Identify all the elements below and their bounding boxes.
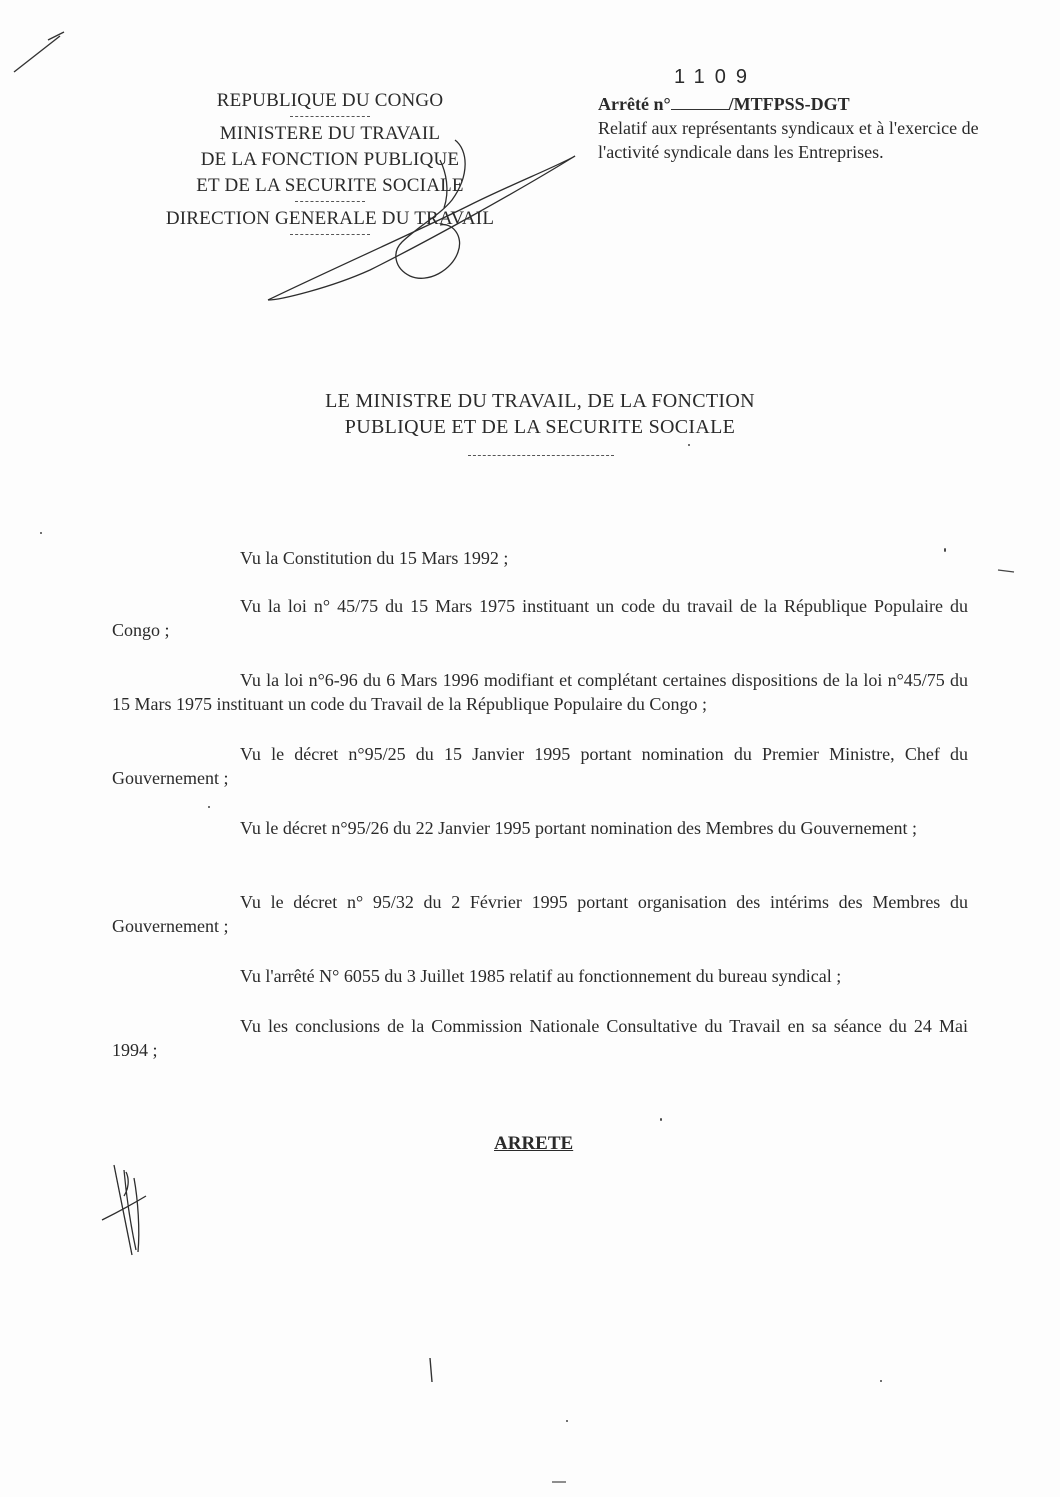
ministry-line-2: DE LA FONCTION PUBLIQUE (200, 149, 460, 170)
separator-dash (295, 201, 365, 202)
consideration-paragraph: Vu les conclusions de la Commission Nationale Consultative du Travail en sa séance du 24 Mai 1994 ; (112, 1016, 968, 1060)
arrete-reference-block (598, 92, 998, 164)
ministry-line-1: MINISTERE DU TRAVAIL (219, 123, 441, 144)
consideration-paragraph: Vu le décret n° 95/32 du 2 Février 1995 portant organisation des intérims des Membres du Gouvernement ; (112, 892, 968, 936)
scan-speck (566, 1420, 568, 1422)
arrete-number-stamp: 1109 (674, 66, 758, 88)
arrete-heading: ARRETE (494, 1133, 574, 1154)
scan-speck (208, 806, 210, 808)
arrete-prefix: Arrêté n° (598, 94, 671, 114)
direction-name: DIRECTION GENERALE DU TRAVAIL (165, 208, 495, 229)
arrete-reference (598, 92, 998, 116)
separator-dash (290, 234, 370, 235)
country-name: REPUBLIQUE DU CONGO (216, 90, 444, 111)
stray-mark (430, 1358, 432, 1382)
separator-dash (290, 116, 370, 117)
scan-speck (944, 548, 946, 552)
consideration-paragraph: Vu l'arrêté N° 6055 du 3 Juillet 1985 relatif au fonctionnement du bureau syndical ; (240, 966, 842, 986)
arrete-suffix: /MTFPSS-DGT (728, 94, 850, 114)
initials-signature (102, 1165, 146, 1255)
consideration-paragraph: Vu le décret n°95/26 du 22 Janvier 1995 portant nomination des Membres du Gouvernement ; (240, 818, 917, 838)
header-issuer-block (120, 88, 540, 239)
scan-speck (688, 444, 690, 446)
consideration-paragraph: Vu la loi n°6-96 du 6 Mars 1996 modifiant et complétant certaines dispositions de la loi n°45/75 du 15 Mars 1975 instituant un code du Travail de la République Populaire du Congo ; (112, 670, 968, 714)
ministry-line-3: ET DE LA SECURITE SOCIALE (196, 175, 464, 196)
arrete-subject: Relatif aux représentants syndicaux et à l'exercice de l'activité syndicale dans les Entreprises. (598, 118, 979, 162)
scan-speck (660, 1118, 662, 1121)
minister-title (200, 388, 880, 440)
scan-speck (40, 532, 42, 534)
corner-pen-mark (14, 32, 64, 72)
consideration-paragraph: Vu le décret n°95/25 du 15 Janvier 1995 portant nomination du Premier Ministre, Chef du Gouvernement ; (112, 744, 968, 788)
title-separator (468, 455, 614, 456)
minister-title-line-1: LE MINISTRE DU TRAVAIL, DE LA FONCTION (325, 390, 755, 412)
stray-mark (998, 570, 1014, 572)
consideration-paragraph: Vu la loi n° 45/75 du 15 Mars 1975 instituant un code du travail de la République Populaire du Congo ; (112, 596, 968, 640)
number-blank-line (671, 95, 729, 110)
minister-title-line-2: PUBLIQUE ET DE LA SECURITE SOCIALE (344, 416, 736, 438)
consideration-paragraph: Vu la Constitution du 15 Mars 1992 ; (240, 548, 509, 568)
scan-speck (880, 1380, 882, 1382)
